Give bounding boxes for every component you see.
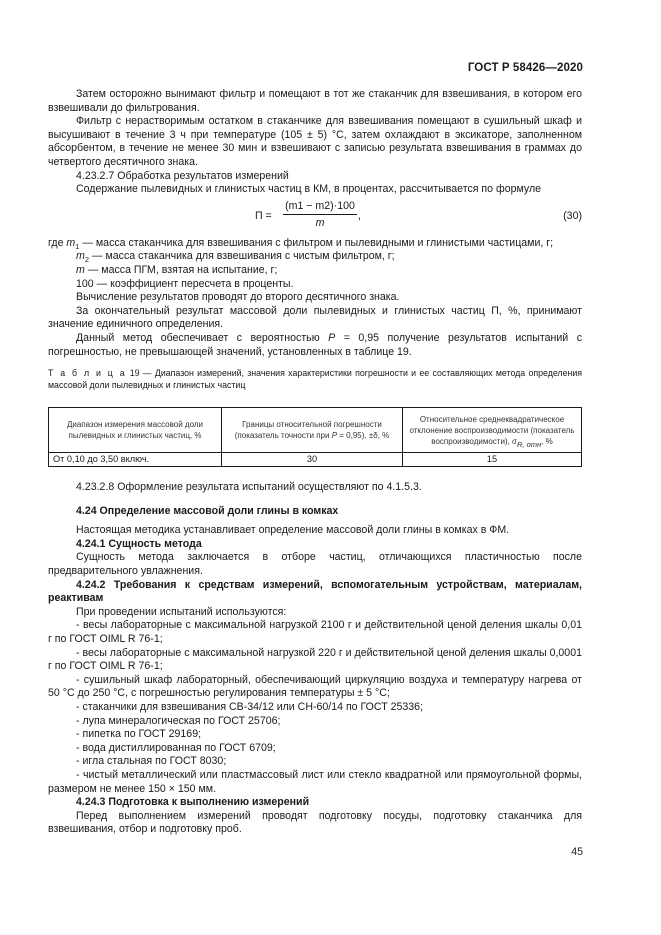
paragraph-remove-filter: Затем осторожно вынимают фильтр и помещают в тот же стаканчик для взвешивания, в котором его взвешивали до фильтрования. — [48, 88, 582, 114]
table-caption: Т а б л и ц а 19 — Диапазон измерений, значения характеристики погрешности и ее составляющих метода определения массовой доли пылевидных и глинистых частиц — [48, 368, 582, 391]
table-cell-reproducibility: 15 — [403, 453, 582, 467]
formula-comma: , — [358, 209, 361, 222]
document-header: ГОСТ Р 58426—2020 — [467, 62, 583, 74]
paragraph-drying: Фильтр с нерастворимым остатком в стаканчике для взвешивания помещают в сушильный шкаф и высушивают в течение 3 ч при температуре (105 ± 5) °С, затем охлаждают в эксикаторе, заполненном абсорбентом, в течение не менее 30 мин и взвешивают с записью результата взвешивания в граммах до четвертого десятичного знака. — [48, 115, 582, 168]
definition-m: m — масса ПГМ, взятая на испытание, г; — [76, 263, 278, 276]
list-item: - стаканчики для взвешивания СВ-34/12 или СН-60/14 по ГОСТ 25336; — [76, 701, 424, 713]
page-content — [48, 88, 582, 837]
paragraph-preparation: Перед выполнением измерений проводят подготовку посуды, подготовку стаканчика для взвешивания, отбор и подготовку проб. — [48, 809, 582, 836]
list-item: - игла стальная по ГОСТ 8030; — [76, 755, 227, 768]
fraction-bar — [283, 214, 357, 215]
subsection-4-23-2-7: 4.23.2.7 Обработка результатов измерений — [76, 169, 289, 182]
list-item: - весы лабораторные с максимальной нагрузкой 220 г и действительной ценой деления шкалы 0,0001 г по ГОСТ OIML R 76-1; — [48, 646, 582, 673]
subsection-4-23-2-8: 4.23.2.8 Оформление результата испытаний осуществляют по 4.1.5.3. — [76, 481, 422, 494]
table-row — [49, 453, 582, 467]
formula-fraction — [283, 200, 357, 231]
table-header-reproducibility: Относительное среднеквадратическое отклонение воспроизводимости (показатель воспроизводимости), $\sigma_{R, отн}$, % — [403, 408, 582, 453]
paragraph-essence: Сущность метода заключается в отборе частиц, отличающихся пластичностью после предварительного увлажнения. — [48, 551, 582, 578]
table-19 — [48, 407, 582, 467]
table-cell-accuracy: 30 — [222, 453, 403, 467]
list-item: - лупа минералогическая по ГОСТ 25706; — [76, 714, 281, 727]
list-item: - чистый металлический или пластмассовый лист или стекло квадратной или прямоугольной формы, размером не менее 150 × 150 мм. — [48, 768, 582, 795]
paragraph-final-result: За окончательный результат массовой доли пылевидных и глинистых частиц П, %, принимают значение единичного определения. — [48, 304, 582, 331]
paragraph-method-intro: Настоящая методика устанавливает определение массовой доли глины в комках в ФМ. — [76, 524, 510, 537]
table-header-row — [49, 408, 582, 453]
section-heading-4-24: 4.24 Определение массовой доли глины в комках — [76, 504, 339, 517]
heading-4-24-3: 4.24.3 Подготовка к выполнению измерений — [76, 796, 310, 809]
list-item: - сушильный шкаф лабораторный, обеспечивающий циркуляцию воздуха и температуру нагрева от 50 °С до 250 °С, с погрешностью регулирования температуры ± 5 °С; — [48, 673, 582, 700]
formula-number: (30) — [563, 209, 582, 222]
formula-30 — [48, 200, 582, 234]
paragraph-formula-intro: Содержание пылевидных и глинистых частиц в КМ, в процентах, рассчитывается по формуле — [76, 183, 542, 196]
list-item: - вода дистиллированная по ГОСТ 6709; — [76, 741, 276, 754]
heading-4-24-1: 4.24.1 Сущность метода — [76, 537, 202, 550]
table-header-accuracy: Границы относительной погрешности (показатель точности при P = 0,95), ±δ, % — [222, 408, 403, 453]
paragraph-accuracy: Данный метод обеспечивает с вероятностью P = 0,95 получение результатов испытаний с погрешностью, не превышающей значений, установленных в таблице 19. — [48, 331, 583, 358]
definition-m2: $m_2$ — масса стаканчика для взвешивания с чистым фильтром, г; — [76, 250, 395, 265]
paragraph-used: При проведении испытаний используются: — [76, 605, 287, 618]
table-cell-range: От 0,10 до 3,50 включ. — [49, 453, 222, 467]
page-number: 45 — [571, 846, 583, 858]
formula-lhs: П = — [255, 209, 272, 222]
heading-4-24-2: 4.24.2 Требования к средствам измерений, вспомогательным устройствам, материалам, реактивам — [48, 578, 582, 605]
list-item: - пипетка по ГОСТ 29169; — [76, 728, 202, 741]
list-item: - весы лабораторные с максимальной нагрузкой 2100 г и действительной ценой деления шкалы 0,01 г по ГОСТ OIML R 76-1; — [48, 619, 582, 646]
paragraph-rounding: Вычисление результатов проводят до второго десятичного знака. — [76, 291, 400, 304]
definition-m1: где $m_1$ — масса стаканчика для взвешивания с фильтром и пылевидными и глинистыми частицами, г; — [48, 236, 554, 251]
table-header-range: Диапазон измерения массовой доли пылевидных и глинистых частиц, % — [49, 408, 222, 453]
definition-100: 100 — коэффициент пересчета в проценты. — [76, 277, 294, 290]
formula-denominator: m — [315, 217, 325, 230]
formula-numerator: (m1 − m2)·100 — [285, 199, 355, 212]
